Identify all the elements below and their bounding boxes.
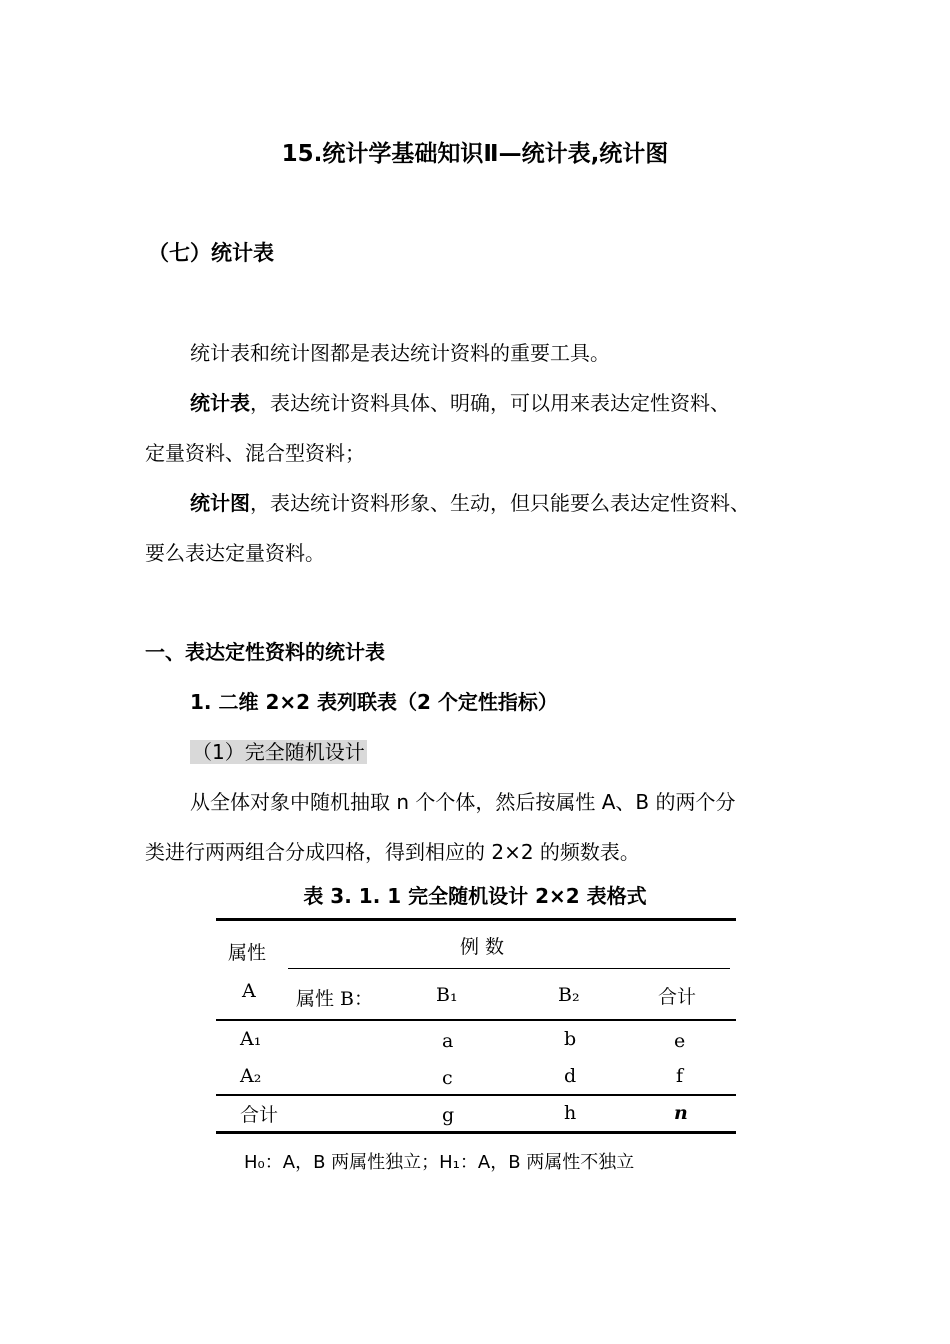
table-caption: 表 3. 1. 1 完全随机设计 2×2 表格式 <box>303 884 647 908</box>
cell-value: b <box>564 1028 577 1050</box>
cell-value: c <box>442 1067 453 1089</box>
cell-value: e <box>674 1030 686 1052</box>
table-top-rule <box>216 918 736 921</box>
header-sub-rule <box>288 968 730 969</box>
header-attr-b: 属性 B： <box>296 988 374 1010</box>
cell-value: f <box>676 1065 684 1087</box>
row-label: A₁ <box>240 1028 262 1050</box>
table-bottom-rule <box>216 1131 736 1134</box>
highlighted-subheading: （1）完全随机设计 <box>192 740 365 764</box>
total-row-label: 合计 <box>240 1104 279 1126</box>
col-total: 合计 <box>658 986 697 1008</box>
cell-value: d <box>564 1065 577 1087</box>
heading-level1: 一、表达定性资料的统计表 <box>145 640 385 664</box>
paragraph-chart-text: ，表达统计资料形象、生动，但只能要么表达定性资料、 <box>250 491 750 515</box>
heading-level2: 1. 二维 2×2 表列联表（2 个定性指标） <box>190 690 558 714</box>
header-a: A <box>242 980 256 1002</box>
paragraph-table-line2: 定量资料、混合型资料； <box>145 441 365 465</box>
paragraph-table-text: ，表达统计资料具体、明确，可以用来表达定性资料、 <box>250 391 730 415</box>
cell-value: a <box>442 1030 454 1052</box>
term-statistical-table: 统计表 <box>190 391 250 415</box>
total-top-rule <box>216 1094 736 1096</box>
paragraph-design-line2: 类进行两两组合分成四格，得到相应的 2×2 的频数表。 <box>145 840 640 864</box>
heading-level3 <box>190 736 367 765</box>
header-bottom-rule <box>216 1019 736 1021</box>
col-b2: B₂ <box>558 984 580 1006</box>
header-attr: 属性 <box>228 942 267 964</box>
total-value: g <box>442 1104 455 1126</box>
row-label: A₂ <box>240 1065 262 1087</box>
paragraph-table-line1 <box>190 387 730 416</box>
section-heading: （七）统计表 <box>148 241 274 265</box>
paragraph-chart-line1 <box>190 487 750 516</box>
total-value: h <box>564 1102 577 1124</box>
table-footnote: H₀：A，B 两属性独立；H₁：A，B 两属性不独立 <box>244 1152 635 1173</box>
header-count: 例 数 <box>460 936 505 958</box>
page-title: 15.统计学基础知识Ⅱ—统计表,统计图 <box>281 141 669 167</box>
paragraph-intro: 统计表和统计图都是表达统计资料的重要工具。 <box>190 341 610 365</box>
paragraph-design-line1: 从全体对象中随机抽取 n 个个体，然后按属性 A、B 的两个分 <box>190 790 736 814</box>
contingency-table <box>210 880 740 1180</box>
grand-total-value: n <box>674 1102 688 1124</box>
col-b1: B₁ <box>436 984 458 1006</box>
term-statistical-chart: 统计图 <box>190 491 250 515</box>
paragraph-chart-line2: 要么表达定量资料。 <box>145 541 325 565</box>
